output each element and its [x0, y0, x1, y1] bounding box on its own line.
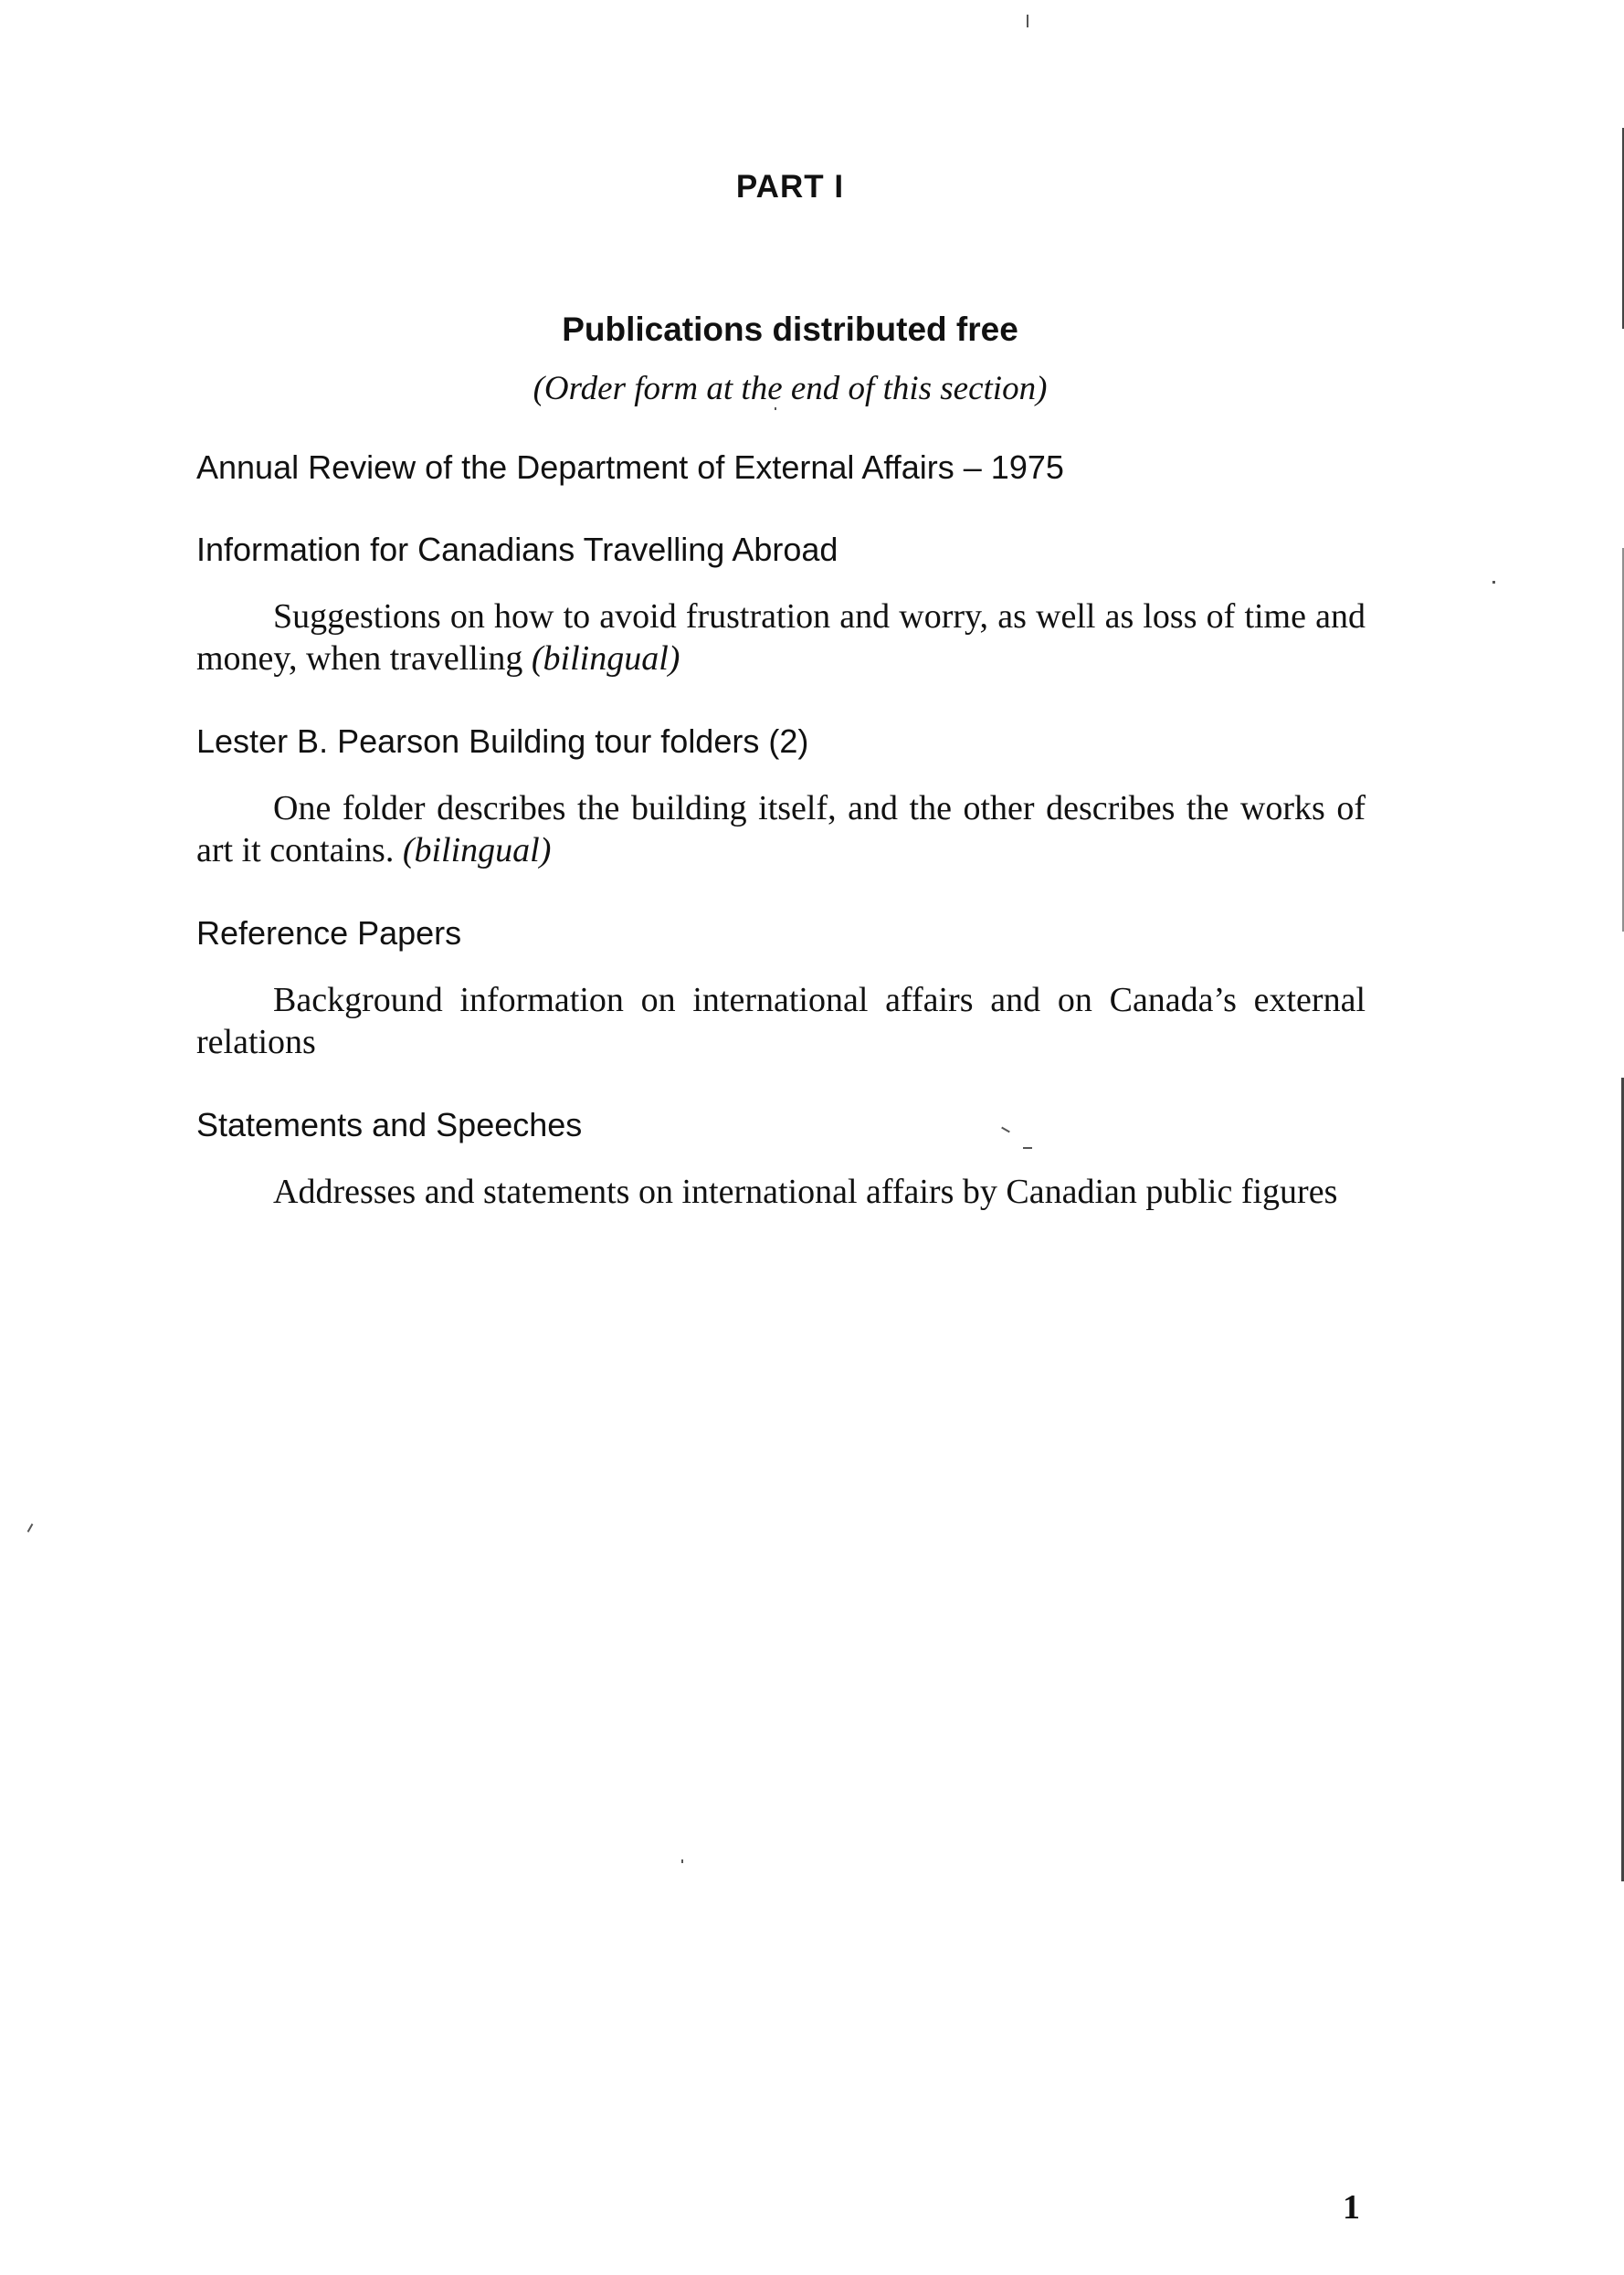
publication-entry [196, 1105, 1366, 1213]
description-text: Addresses and statements on international affairs by Canadian public figures [273, 1173, 1338, 1211]
scan-speck [1027, 15, 1028, 27]
section-title: Publications distributed free [562, 311, 1018, 348]
scan-speck [1023, 1147, 1032, 1149]
language-note: (bilingual) [531, 639, 680, 678]
publication-title: Statements and Speeches [196, 1106, 583, 1143]
section-note: (Order form at the end of this section) [533, 370, 1048, 407]
language-note: (bilingual) [402, 831, 552, 869]
publication-title: Information for Canadians Travelling Abroad [196, 531, 838, 568]
part-heading: PART I [735, 169, 845, 205]
scan-speck [775, 407, 776, 410]
publication-description [196, 979, 1366, 1063]
publication-title: Lester B. Pearson Building tour folders (2) [196, 722, 809, 760]
publication-list [196, 448, 1366, 1213]
scan-speck [1492, 581, 1495, 584]
description-text: One folder describes the building itself, and the other describes the works of art it contains. [196, 789, 1366, 869]
publication-description [196, 595, 1366, 679]
description-text: Background information on international affairs and on Canada’s external relations [196, 981, 1366, 1061]
scan-speck [27, 1523, 34, 1532]
publication-description [196, 1171, 1366, 1213]
page-number: 1 [1343, 2188, 1360, 2227]
publication-entry [196, 913, 1366, 1063]
publication-entry [196, 530, 1366, 679]
description-text: Suggestions on how to avoid frustration and worry, as well as loss of time and money, when travelling [196, 597, 1366, 678]
scan-speck [681, 1859, 683, 1863]
publication-description [196, 787, 1366, 871]
publication-title: Reference Papers [196, 914, 462, 952]
publication-entry [196, 448, 1366, 488]
publication-title: Annual Review of the Department of External Affairs – 1975 [196, 448, 1064, 486]
publication-entry [196, 721, 1366, 871]
